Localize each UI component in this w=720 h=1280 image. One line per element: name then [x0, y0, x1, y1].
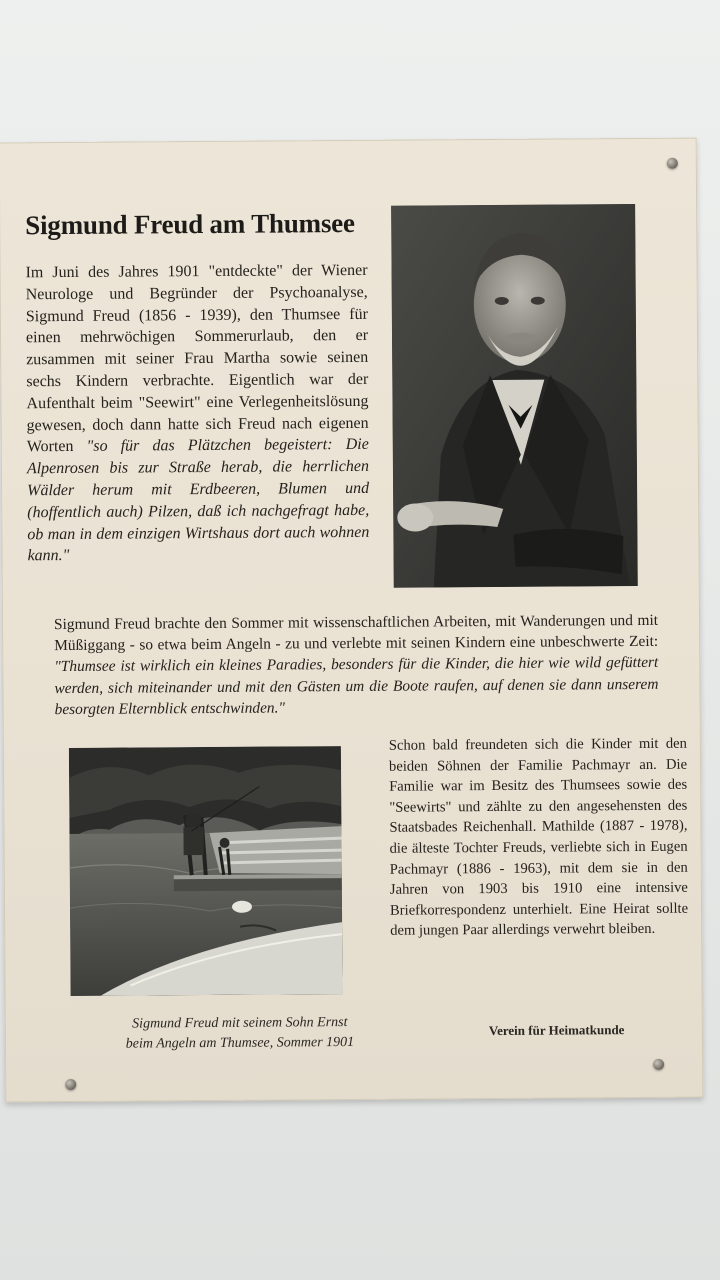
screw-bottom-right — [653, 1059, 664, 1070]
paragraph-intro-quote: "so für das Plätzchen begeistert: Die Alpenrosen bis zur Straße herab, die herrlichen Wälder herum mit Erdbeeren, Blumen und (hoffentlich auch) Pilzen, daß ich nachgefragt habe, ob man in dem einzigen Wirtshaus dort auch wohnen kann." — [26, 436, 370, 565]
screw-bottom-left — [65, 1079, 76, 1090]
paragraph-intro — [25, 260, 369, 568]
photo-caption — [99, 1013, 381, 1055]
paragraph-intro-text: Im Juni des Jahres 1901 "entdeckte" der Wiener Neurologe und Begründer der Psychoanalyse, Sigmund Freud (1856 - 1939), den Thumsee für einen mehrwöchigen Sommerurlaub, den er zusammen mit seiner Frau Martha sowie seinen sechs Kindern verbrachte. Eigentlich war der Aufenthalt beim "Seewirt" eine Verlegenheitslösung gewesen, doch dann hatte sich Freud nach eigenen Worten — [25, 261, 369, 456]
paragraph-summer — [54, 610, 659, 720]
photo-caption-line2: beim Angeln am Thumsee, Sommer 1901 — [125, 1034, 355, 1052]
freud-portrait-photo — [391, 204, 638, 588]
paragraph-pachmayr: Schon bald freundeten sich die Kinder mit den beiden Söhnen der Familie Pachmayr an. Die Familie war im Besitz des Thumsees sowie des "Seewirts" und zählte zu den angesehensten des Staatsbades Reichenhall. Mathilde (1887 - 1978), die älteste Tochter Freuds, verliebte sich in Eugen Pachmayr (1886 - 1963), mit dem sie in den Jahren von 1903 bis 1910 eine intensive Briefkorrespondenz unterhielt. Eine Heirat sollte dem jungen Paar allerdings verwehrt bleiben. — [388, 735, 689, 940]
plaque-title: Sigmund Freud am Thumsee — [25, 207, 355, 241]
credit-line: Verein für Heimatkunde — [488, 1022, 625, 1039]
paragraph-summer-quote: "Thumsee ist wirklich ein kleines Paradies, besonders für die Kinder, die hier wie wild gefüttert werden, sich miteinander und mit den Gästen um die Boote raufen, auf denen sie dann unserem besorgten Elternblick entschwinden." — [54, 654, 659, 718]
photo-caption-line1: Sigmund Freud mit seinem Sohn Ernst — [132, 1015, 348, 1032]
information-plaque — [0, 138, 703, 1103]
paragraph-summer-text: Sigmund Freud brachte den Sommer mit wissenschaftlichen Arbeiten, mit Wanderungen und mit Müßiggang - so etwa beim Angeln - zu und verlebte mit seinen Kindern eine unbeschwerte Zeit: — [53, 611, 659, 655]
screw-top-right — [667, 158, 678, 169]
fishing-photo — [69, 746, 343, 996]
